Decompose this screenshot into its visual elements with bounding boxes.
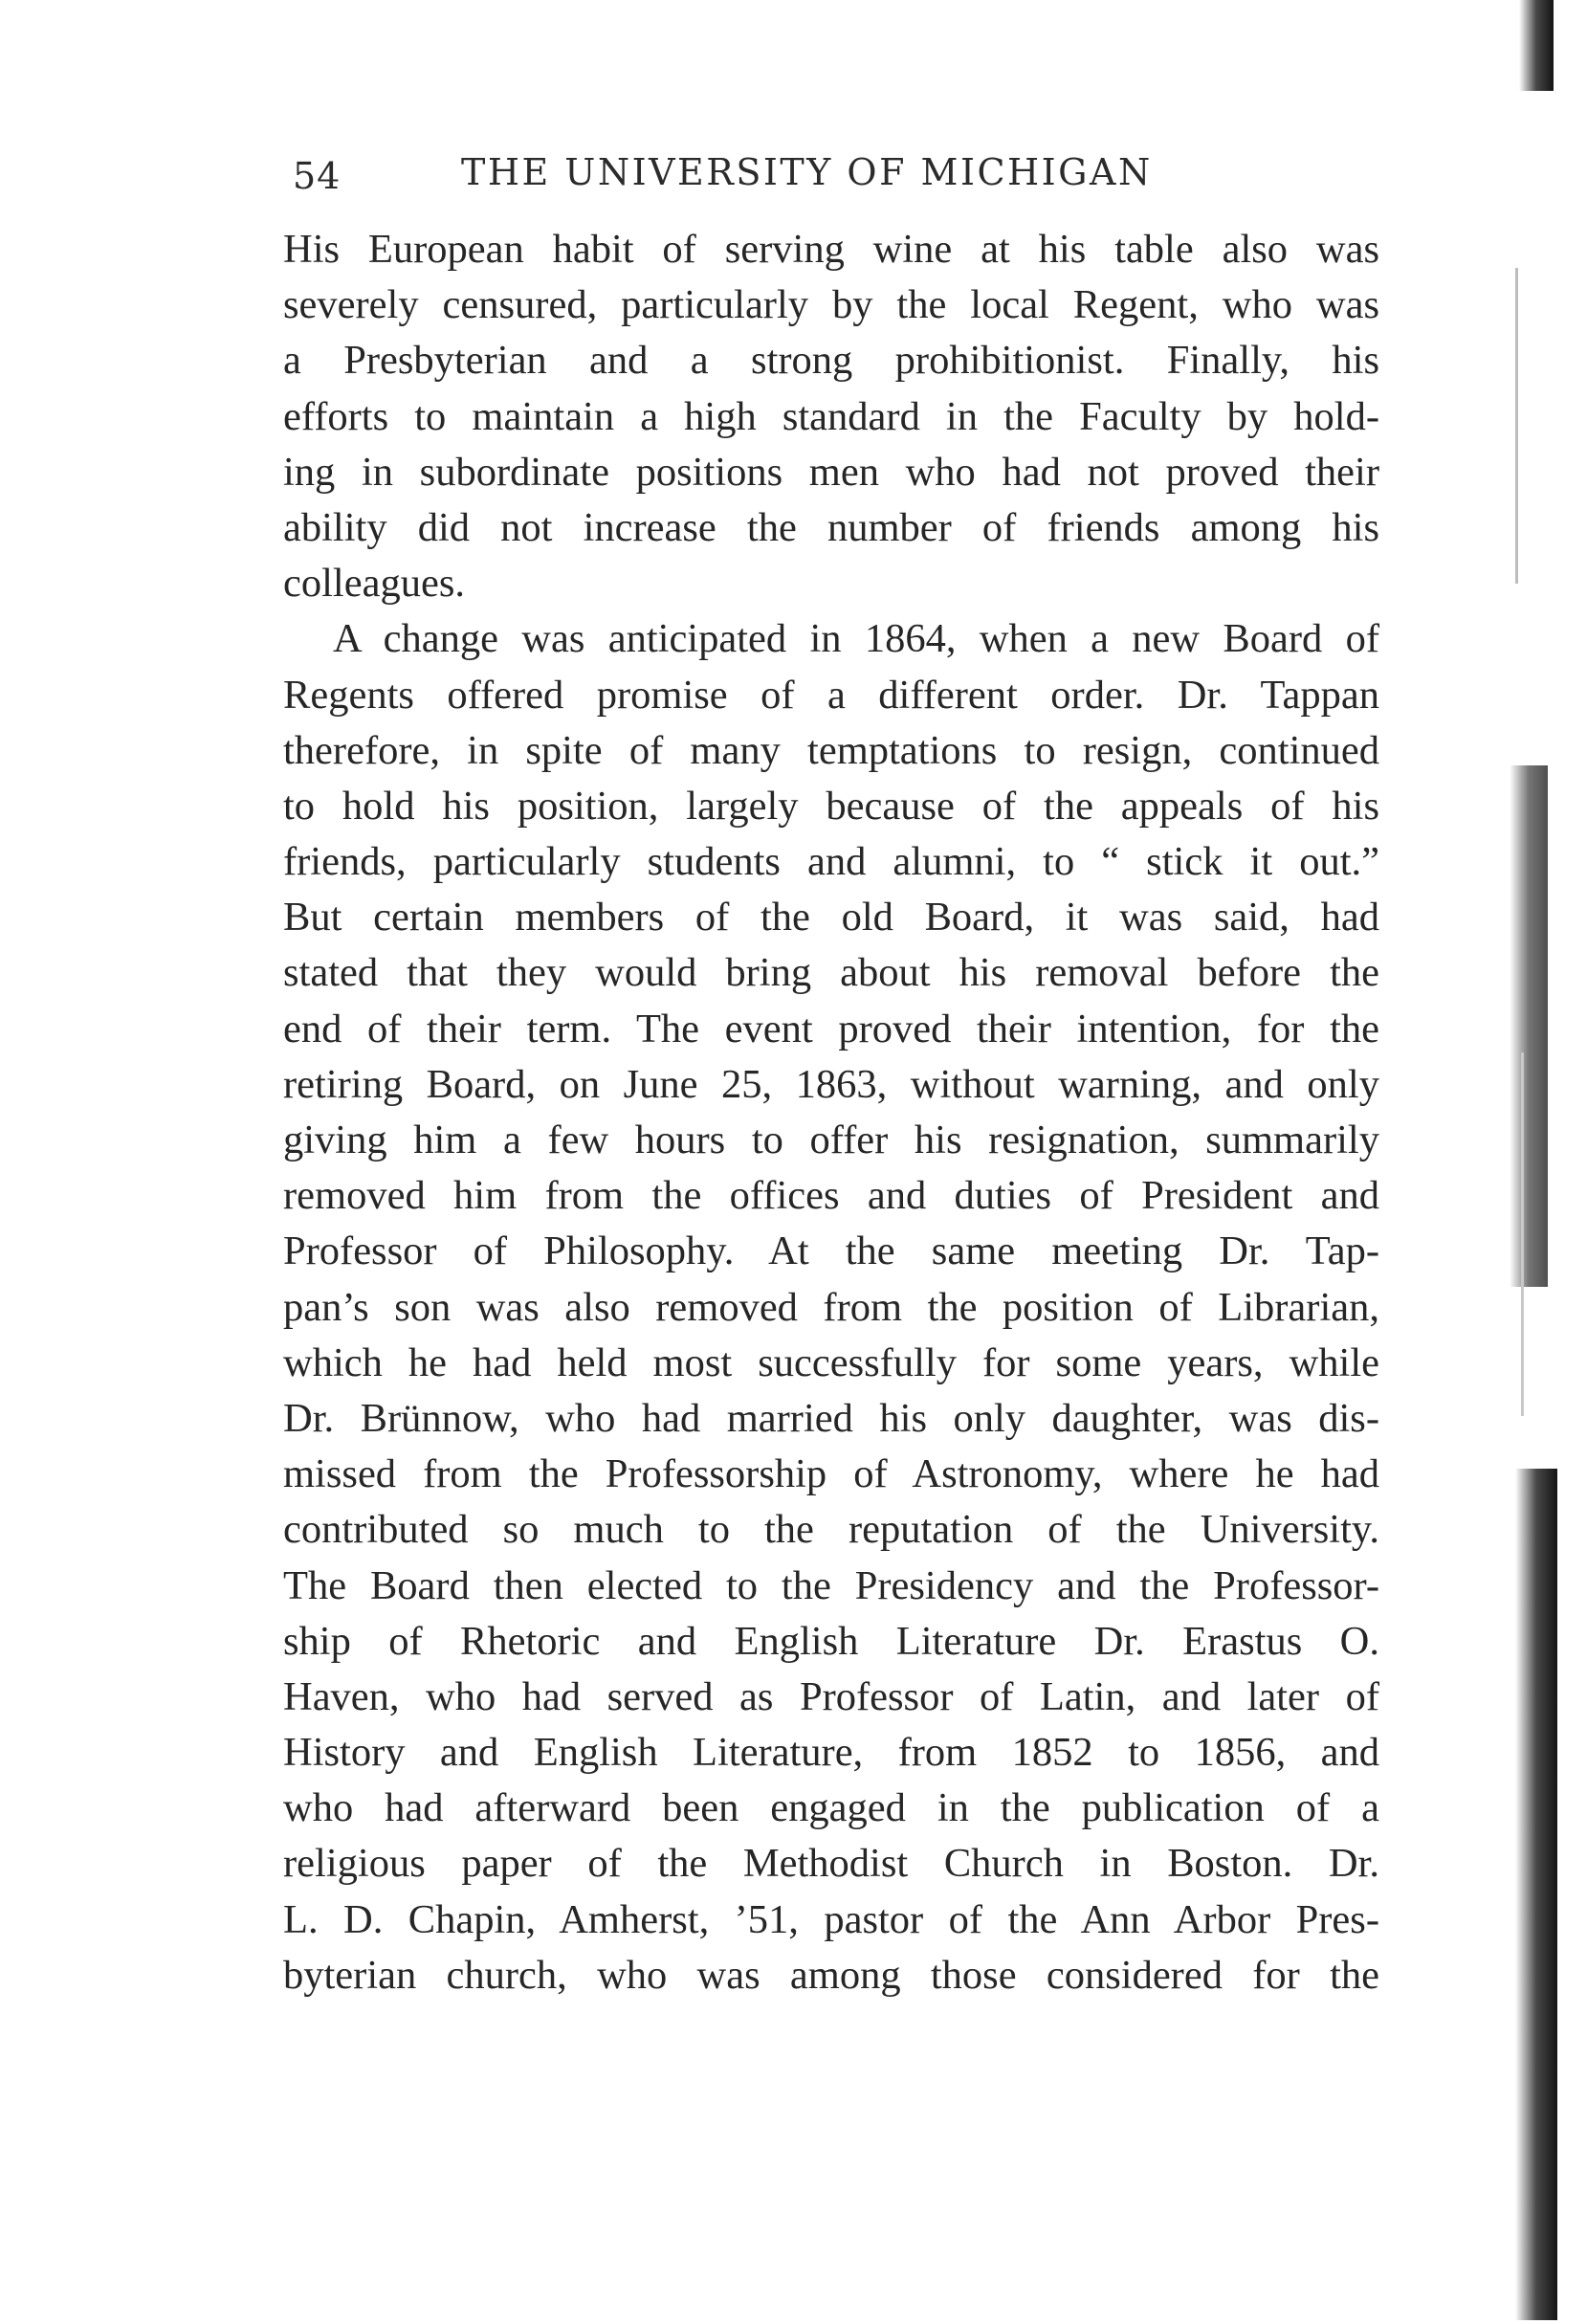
page-header (293, 145, 1379, 203)
text-line-25: The Board then elected to the Presidency and the Professor- (283, 1562, 1379, 1608)
text-line-24: contributed so much to the reputation of the University. (283, 1507, 1379, 1553)
text-line-27: Haven, who had served as Professor of Latin, and later of (283, 1673, 1379, 1719)
text-line-6: ability did not increase the number of friends among his (283, 504, 1379, 550)
text-line-21: which he had held most successfully for some years, while (283, 1339, 1379, 1385)
text-line-7: colleagues. (283, 561, 465, 607)
text-line-18: removed him from the offices and duties of President and (283, 1173, 1379, 1219)
text-line-30: religious paper of the Methodist Church in Boston. Dr. (283, 1841, 1379, 1887)
text-line-10: therefore, in spite of many temptations to resign, continued (283, 727, 1379, 773)
text-line-12: friends, particularly students and alumni, to “ stick it out.” (283, 839, 1379, 885)
text-line-17: giving him a few hours to offer his resignation, summarily (283, 1118, 1379, 1162)
page-edge-line-upper (1515, 268, 1518, 584)
text-line-29: who had afterward been engaged in the publication of a (283, 1785, 1379, 1831)
text-line-13: But certain members of the old Board, it was said, had (283, 895, 1379, 941)
text-line-28: History and English Literature, from 1852 to 1856, and (283, 1730, 1379, 1776)
page-edge-shadow-top (1519, 0, 1554, 91)
text-line-26: ship of Rhetoric and English Literature Dr. Erastus O. (283, 1618, 1379, 1664)
page-edge-line-lower (1521, 1052, 1524, 1416)
text-line-8: A change was anticipated in 1864, when a new Board of (333, 616, 1379, 662)
text-line-3: a Presbyterian and a strong prohibitionist. Finally, his (283, 338, 1379, 384)
text-line-5: ing in subordinate positions men who had not proved their (283, 449, 1379, 495)
text-line-22: Dr. Brünnow, who had married his only daughter, was dis- (283, 1395, 1379, 1441)
page-edge-shadow-bottom (1515, 1469, 1557, 2320)
body-text (283, 222, 1379, 2003)
page-edge-shadow-middle (1510, 765, 1548, 1287)
text-line-19: Professor of Philosophy. At the same meeting Dr. Tap- (283, 1228, 1379, 1274)
text-line-16: retiring Board, on June 25, 1863, without warning, and only (283, 1061, 1379, 1107)
text-line-15: end of their term. The event proved their intention, for the (283, 1006, 1379, 1051)
text-line-32: byterian church, who was among those considered for the (283, 1952, 1379, 1998)
text-line-9: Regents offered promise of a different order. Dr. Tappan (283, 672, 1379, 718)
text-line-11: to hold his position, largely because of the appeals of his (283, 783, 1379, 829)
text-line-4: efforts to maintain a high standard in the Faculty by hold- (283, 393, 1379, 439)
text-line-31: L. D. Chapin, Amherst, ’51, pastor of the Ann Arbor Pres- (283, 1896, 1379, 1942)
running-head: THE UNIVERSITY OF MICHIGAN (461, 151, 1153, 193)
page-number: 54 (293, 155, 342, 197)
text-line-1: His European habit of serving wine at his table also was (283, 227, 1379, 272)
text-line-20: pan’s son was also removed from the position of Librarian, (283, 1284, 1379, 1330)
text-line-14: stated that they would bring about his removal before the (283, 950, 1379, 996)
text-line-2: severely censured, particularly by the local Regent, who was (283, 282, 1379, 328)
text-line-23: missed from the Professorship of Astronomy, where he had (283, 1451, 1379, 1497)
